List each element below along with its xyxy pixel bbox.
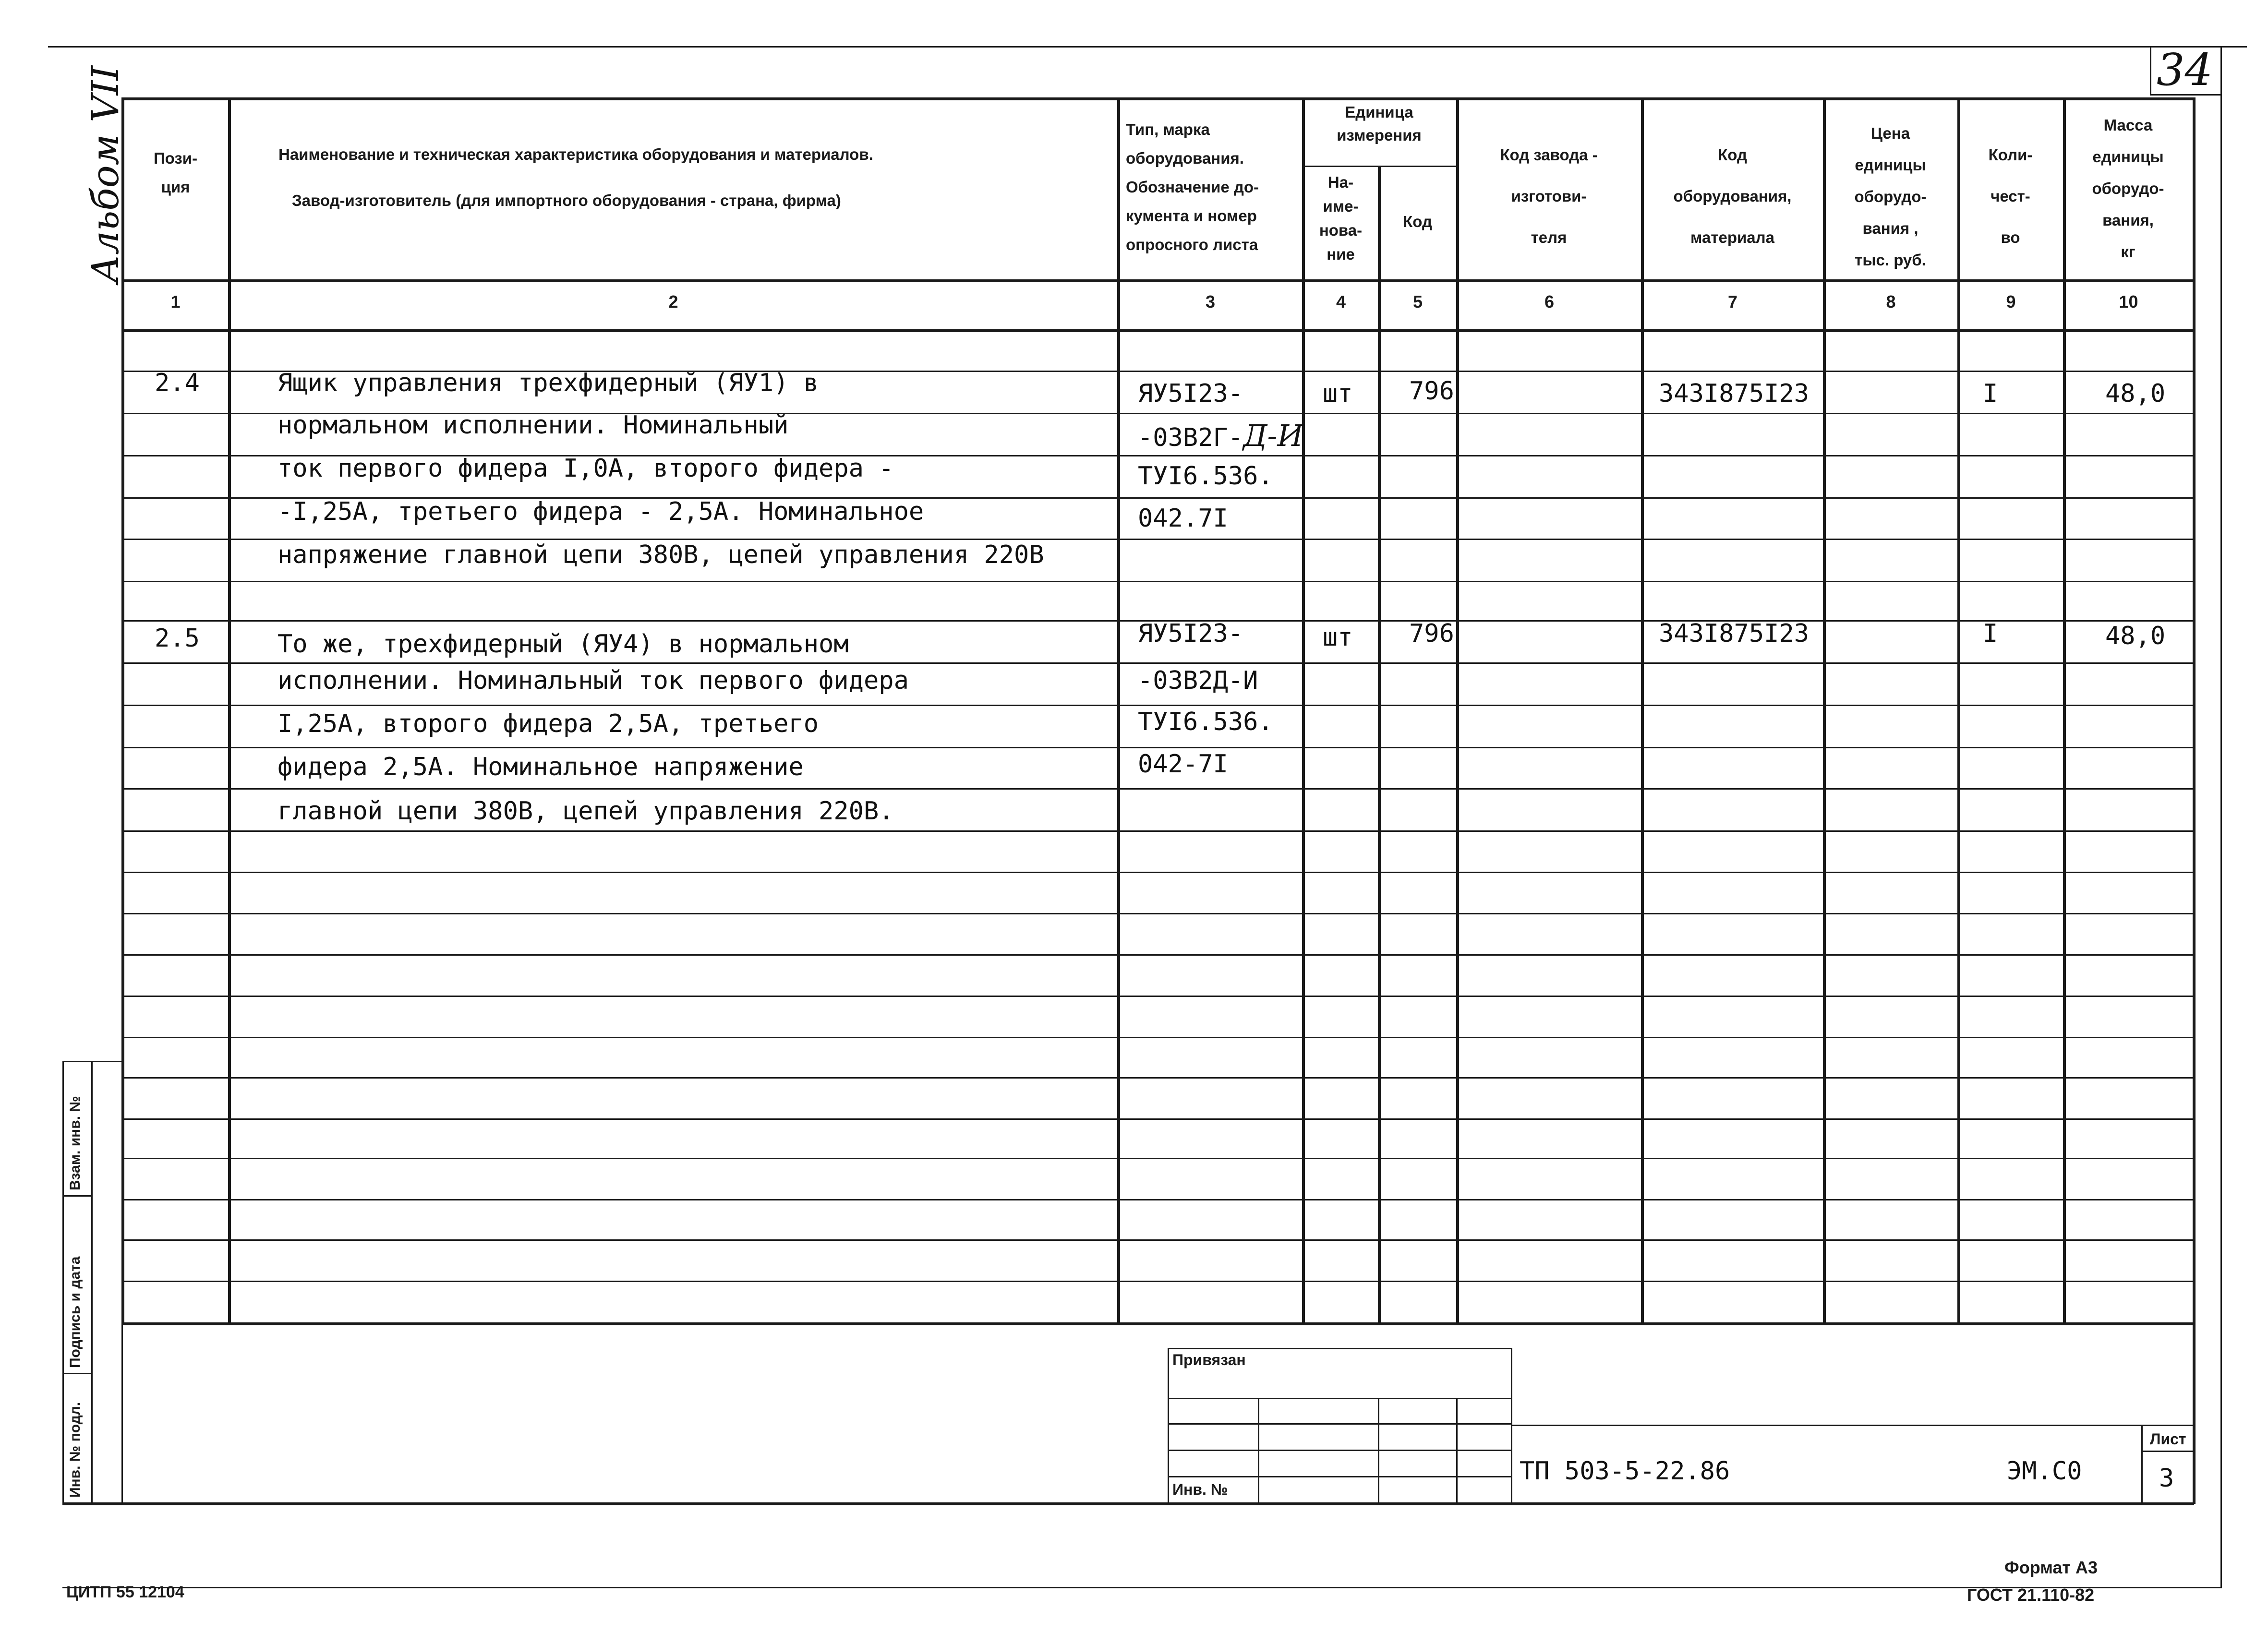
row1-type-line4: 042.7I — [1138, 504, 1228, 533]
row2-unit-code: 796 — [1409, 619, 1454, 648]
col-sep-10 — [2063, 97, 2066, 1324]
priv-row-2 — [1168, 1423, 1512, 1425]
colnum-6: 6 — [1544, 292, 1555, 312]
table-top-border — [121, 97, 2194, 100]
colnum-2: 2 — [668, 292, 678, 312]
header-col2-line2: Завод-изготовитель (для импортного оборудования - страна, фирма) — [292, 192, 841, 209]
row1-unit-name: шт — [1323, 379, 1353, 408]
col-sep-2 — [228, 97, 231, 1324]
colnum-5: 5 — [1412, 292, 1423, 312]
row-separator — [121, 1239, 2194, 1241]
stamp-left-line — [62, 1061, 64, 1505]
header-col1: Пози- ция — [153, 149, 198, 196]
col-sep-9 — [1957, 97, 1960, 1324]
right-frame — [2220, 46, 2222, 1587]
stamp-podpis-data: Подпись и дата — [67, 1256, 83, 1368]
row1-type-line3: ТУI6.536. — [1138, 462, 1273, 491]
header-col3: Тип, марка оборудования. Обозначение до- кумента и номер опросного листа — [1126, 120, 1259, 253]
row1-name-line1: Ящик управления трехфидерный (ЯУ1) в — [277, 369, 819, 397]
stamp-top — [62, 1061, 123, 1062]
document-code: ТП 503-5-22.86 — [1520, 1457, 1730, 1486]
row1-position: 2.4 — [155, 369, 200, 397]
priv-label: Привязан — [1172, 1351, 1246, 1368]
colnum-3: 3 — [1205, 292, 1216, 312]
header-unit-group: Единица измерения — [1337, 103, 1422, 144]
header-col8: Цена единицы оборудо- вания , тыс. руб. — [1854, 124, 1927, 269]
list-label: Лист — [2150, 1430, 2186, 1448]
row-separator — [121, 581, 2194, 582]
row2-type-line1: ЯУ5I23- — [1138, 619, 1243, 648]
row2-mass: 48,0 — [2105, 622, 2166, 650]
stamp-inv-podl: Инв. № подл. — [67, 1402, 83, 1498]
header-col2-line1: Наименование и техническая характеристика оборудования и материалов. — [278, 145, 873, 163]
table-right-border — [2193, 97, 2196, 1504]
unit-group-split — [1302, 166, 1458, 167]
col-sep-4 — [1302, 97, 1305, 1324]
colnum-9: 9 — [2006, 292, 2016, 312]
row2-type-line4: 042-7I — [1138, 750, 1228, 779]
stamp-mid-line — [91, 1061, 93, 1505]
row2-name-line4: фидера 2,5А. Номинальное напряжение — [277, 753, 804, 781]
row-separator — [121, 539, 2194, 540]
document-mark: ЭМ.С0 — [2007, 1457, 2082, 1486]
corner-box-left — [2150, 46, 2151, 94]
colnum-7: 7 — [1727, 292, 1738, 312]
row-separator — [121, 913, 2194, 914]
col-sep-3 — [1117, 97, 1120, 1324]
tb-bottom — [62, 1502, 2194, 1505]
priv-row-4 — [1168, 1476, 1512, 1477]
row-separator — [121, 1037, 2194, 1038]
col-sep-5 — [1378, 166, 1381, 1324]
list-box-left — [2141, 1425, 2143, 1504]
list-number: 3 — [2159, 1464, 2174, 1493]
row2-equipment-code: 343I875I23 — [1659, 619, 1810, 648]
priv-row-3 — [1168, 1450, 1512, 1451]
colnum-10: 10 — [2119, 292, 2138, 312]
row-separator — [121, 830, 2194, 832]
footer-format: Формат А3 — [2004, 1558, 2098, 1577]
row1-unit-code: 796 — [1409, 377, 1454, 406]
stamp-vzam-inv: Взам. инв. № — [67, 1096, 83, 1190]
header-col9: Коли- чест- во — [1988, 146, 2033, 246]
tb-left-gutter — [121, 1322, 123, 1505]
row2-name-line1: То же, трехфидерный (ЯУ4) в нормальном — [277, 630, 849, 659]
row-separator — [121, 788, 2194, 790]
footer-gost: ГОСТ 21.110-82 — [1967, 1585, 2095, 1605]
sheet-corner-number: 34 — [2157, 44, 2213, 96]
header-col6: Код завода - изготови- теля — [1500, 146, 1598, 246]
row-separator — [121, 996, 2194, 997]
row1-mass: 48,0 — [2105, 379, 2166, 408]
row1-equipment-code: 343I875I23 — [1659, 379, 1810, 408]
stamp-sep-1 — [62, 1195, 91, 1197]
row1-quantity: I — [1983, 379, 1998, 408]
row1-type-line1: ЯУ5I23- — [1138, 379, 1243, 408]
table-bottom-border — [121, 1322, 2194, 1325]
col-sep-8 — [1823, 97, 1826, 1324]
row-separator — [121, 705, 2194, 706]
row2-position: 2.5 — [155, 624, 200, 653]
list-box-split — [2141, 1451, 2194, 1452]
stamp-sep-2 — [62, 1373, 91, 1374]
code-box-top — [1511, 1425, 2194, 1426]
bottom-frame — [62, 1587, 2222, 1588]
header-col5: Код — [1403, 213, 1432, 230]
header-col10: Масса единицы оборудо- вания, кг — [2092, 116, 2164, 261]
row-separator — [121, 1199, 2194, 1200]
row2-quantity: I — [1983, 619, 1998, 648]
header-col4: На- име- нова- ние — [1319, 173, 1363, 263]
row-separator — [121, 1118, 2194, 1120]
row-separator — [121, 747, 2194, 748]
row2-name-line2: исполнении. Номинальный ток первого фидера — [277, 666, 909, 695]
priv-col-1 — [1258, 1398, 1259, 1503]
priv-left — [1168, 1348, 1169, 1504]
album-label: Альбом VII — [84, 65, 127, 283]
top-rule — [48, 46, 2247, 48]
footer-left: ЦИТП 55 12104 — [66, 1583, 184, 1601]
row2-name-line3: I,25А, второго фидера 2,5А, третьего — [277, 709, 819, 738]
row1-name-line5: напряжение главной цепи 380В, цепей управления 220В — [277, 540, 1044, 569]
col-sep-7 — [1641, 97, 1644, 1324]
row1-type-handwritten: Д-И — [1243, 418, 1303, 453]
priv-inv-label: Инв. № — [1172, 1481, 1228, 1498]
colnum-1: 1 — [170, 292, 181, 312]
row-separator — [121, 1158, 2194, 1159]
row-separator — [121, 662, 2194, 664]
colnum-8: 8 — [1886, 292, 1896, 312]
row1-name-line3: ток первого фидера I,0А, второго фидера - — [277, 454, 894, 483]
row1-name-line4: -I,25А, третьего фидера - 2,5А. Номинальное — [277, 497, 924, 526]
row2-name-line5: главной цепи 380В, цепей управления 220В. — [277, 797, 894, 826]
priv-top — [1168, 1348, 1512, 1349]
header-col7: Код оборудования, материала — [1673, 146, 1792, 246]
row2-type-line2: -03В2Д-И — [1138, 666, 1258, 695]
header-bottom — [121, 279, 2194, 282]
row2-type-line3: ТУI6.536. — [1138, 708, 1273, 736]
row-separator — [121, 954, 2194, 956]
row-separator — [121, 1077, 2194, 1079]
row2-unit-name: шт — [1323, 623, 1353, 652]
row1-type-line2: -03В2Г-Д-И — [1138, 418, 1303, 453]
priv-col-3 — [1456, 1398, 1458, 1503]
row-separator — [121, 872, 2194, 873]
row1-name-line2: нормальном исполнении. Номинальный — [277, 411, 789, 440]
row-separator — [121, 1281, 2194, 1282]
colnum-4: 4 — [1336, 292, 1346, 312]
col-sep-6 — [1456, 97, 1459, 1324]
priv-col-2 — [1378, 1398, 1379, 1503]
priv-row-1 — [1168, 1398, 1512, 1399]
colnum-bottom — [121, 329, 2194, 332]
